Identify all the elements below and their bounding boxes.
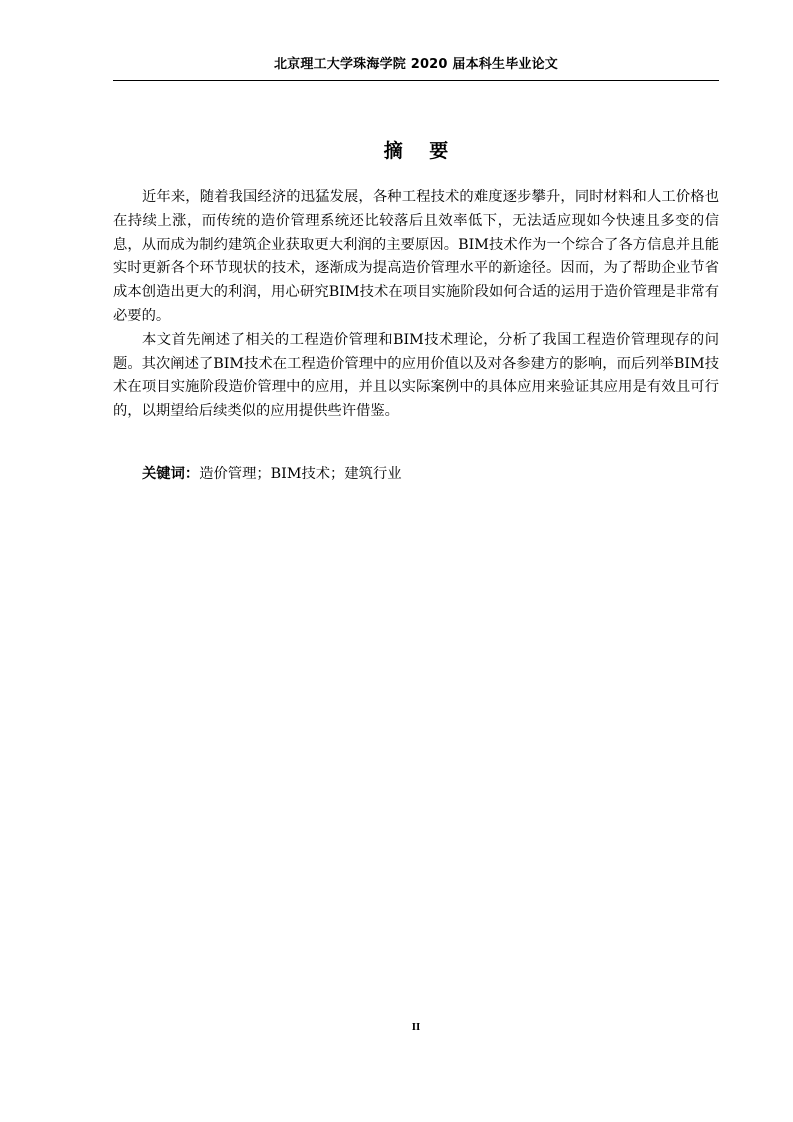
running-header: 北京理工大学珠海学院 2020 届本科生毕业论文 bbox=[273, 57, 559, 72]
keywords-line bbox=[142, 463, 402, 487]
keywords-label: 关键词： bbox=[142, 466, 200, 482]
header-divider bbox=[113, 80, 719, 81]
abstract-paragraph-2: 本文首先阐述了相关的工程造价管理和BIM技术理论，分析了我国工程造价管理现存的问题。其次阐述了BIM技术在工程造价管理中的应用价值以及对各参建方的影响，而后列举BIM技术在项目实施阶段造价管理中的应用，并且以实际案例中的具体应用来验证其应用是有效且可行的，以期望给后续类似的应用提供些许借鉴。 bbox=[113, 331, 719, 420]
abstract-paragraph-1: 近年来，随着我国经济的迅猛发展，各种工程技术的难度逐步攀升，同时材料和人工价格也在持续上涨，而传统的造价管理系统还比较落后且效率低下，无法适应现如今快速且多变的信息，从而成为制约建筑企业获取更大利润的主要原因。BIM技术作为一个综合了各方信息并且能实时更新各个环节现状的技术，逐渐成为提高造价管理水平的新途径。因而，为了帮助企业节省成本创造出更大的利润，用心研究BIM技术在项目实施阶段如何合适的运用于造价管理是非常有必要的。 bbox=[113, 189, 719, 324]
keywords-value: 造价管理；BIM技术；建筑行业 bbox=[199, 466, 402, 482]
page-number: II bbox=[411, 1021, 421, 1033]
abstract-title: 摘 要 bbox=[383, 140, 459, 162]
abstract-body bbox=[113, 186, 719, 424]
